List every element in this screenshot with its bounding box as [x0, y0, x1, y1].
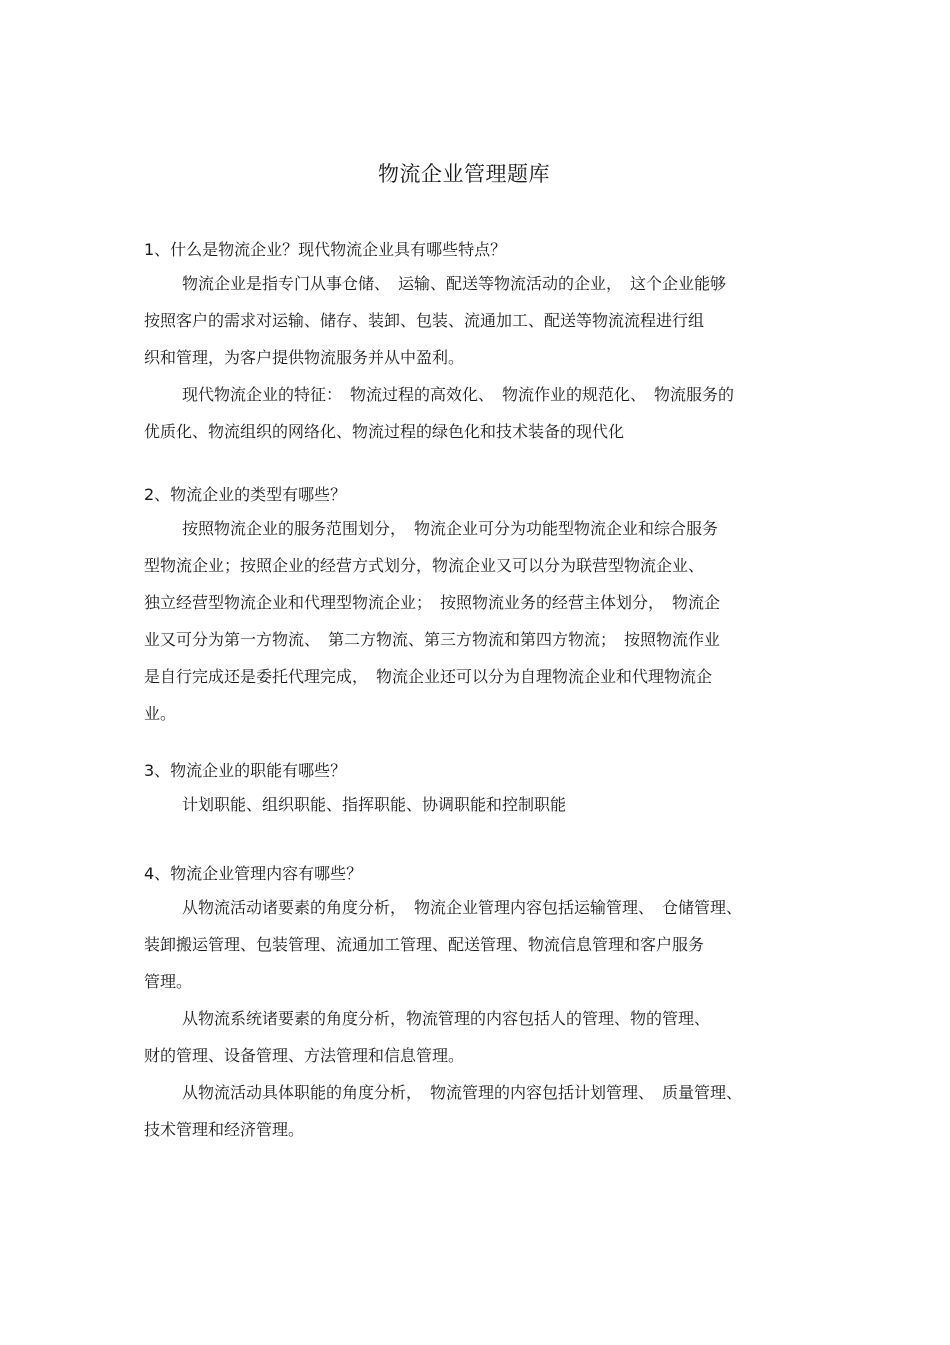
text-line: 优质化、物流组织的网络化、物流过程的绿色化和技术装备的现代化 — [144, 422, 625, 441]
text-line: 物流企业是指专门从事仓储、 运输、配送等物流活动的企业， 这个企业能够 — [182, 274, 727, 293]
text-line: 型物流企业；按照企业的经营方式划分，物流企业又可以分为联营型物流企业、 — [144, 556, 705, 575]
question-1-heading: 1、什么是物流企业？现代物流企业具有哪些特点？ — [144, 240, 507, 259]
text-line: 从物流活动诸要素的角度分析， 物流企业管理内容包括运输管理、 仓储管理、 — [182, 898, 743, 917]
question-3-heading: 3、物流企业的职能有哪些？ — [144, 761, 347, 780]
document-body — [144, 235, 804, 1148]
text-line: 业又可分为第一方物流、 第二方物流、第三方物流和第四方物流； 按照物流作业 — [144, 630, 721, 649]
text-line: 计划职能、组织职能、指挥职能、协调职能和控制职能 — [182, 795, 567, 814]
text-line: 独立经营型物流企业和代理型物流企业； 按照物流业务的经营主体划分， 物流企 — [144, 593, 721, 612]
question-1-answer-paragraph-2 — [144, 376, 804, 450]
question-2-heading: 2、物流企业的类型有哪些？ — [144, 485, 347, 504]
text-line: 技术管理和经济管理。 — [144, 1120, 305, 1139]
section-spacer — [144, 732, 804, 756]
question-4-heading: 4、物流企业管理内容有哪些？ — [144, 864, 363, 883]
text-line: 从物流活动具体职能的角度分析， 物流管理的内容包括计划管理、 质量管理、 — [182, 1083, 743, 1102]
question-4-answer-paragraph-3 — [144, 1074, 804, 1148]
question-2-answer-paragraph-1 — [144, 510, 804, 732]
question-4-answer-paragraph-1 — [144, 889, 804, 1000]
question-4-answer-paragraph-2 — [144, 1000, 804, 1074]
text-line: 现代物流企业的特征： 物流过程的高效化、 物流作业的规范化、 物流服务的 — [182, 385, 735, 404]
section-spacer — [144, 450, 804, 480]
text-line: 按照客户的需求对运输、储存、装卸、包装、流通加工、配送等物流流程进行组 — [144, 311, 705, 330]
question-1-section — [144, 235, 804, 450]
text-line: 是自行完成还是委托代理完成， 物流企业还可以分为自理物流企业和代理物流企 — [144, 667, 713, 686]
question-3-answer-paragraph-1 — [144, 786, 804, 823]
question-2-section — [144, 480, 804, 732]
question-4-section — [144, 859, 804, 1148]
text-line: 装卸搬运管理、包装管理、流通加工管理、配送管理、物流信息管理和客户服务 — [144, 935, 705, 954]
text-line: 财的管理、设备管理、方法管理和信息管理。 — [144, 1046, 465, 1065]
text-line: 从物流系统诸要素的角度分析，物流管理的内容包括人的管理、物的管理、 — [182, 1009, 711, 1028]
text-line: 按照物流企业的服务范围划分， 物流企业可分为功能型物流企业和综合服务 — [182, 519, 719, 538]
question-3-section — [144, 756, 804, 823]
text-line: 业。 — [144, 704, 177, 723]
document-title: 物流企业管理题库 — [378, 162, 550, 186]
text-line: 织和管理，为客户提供物流服务并从中盈利。 — [144, 348, 465, 367]
question-1-answer-paragraph-1 — [144, 265, 804, 376]
section-spacer — [144, 823, 804, 859]
text-line: 管理。 — [144, 972, 193, 991]
